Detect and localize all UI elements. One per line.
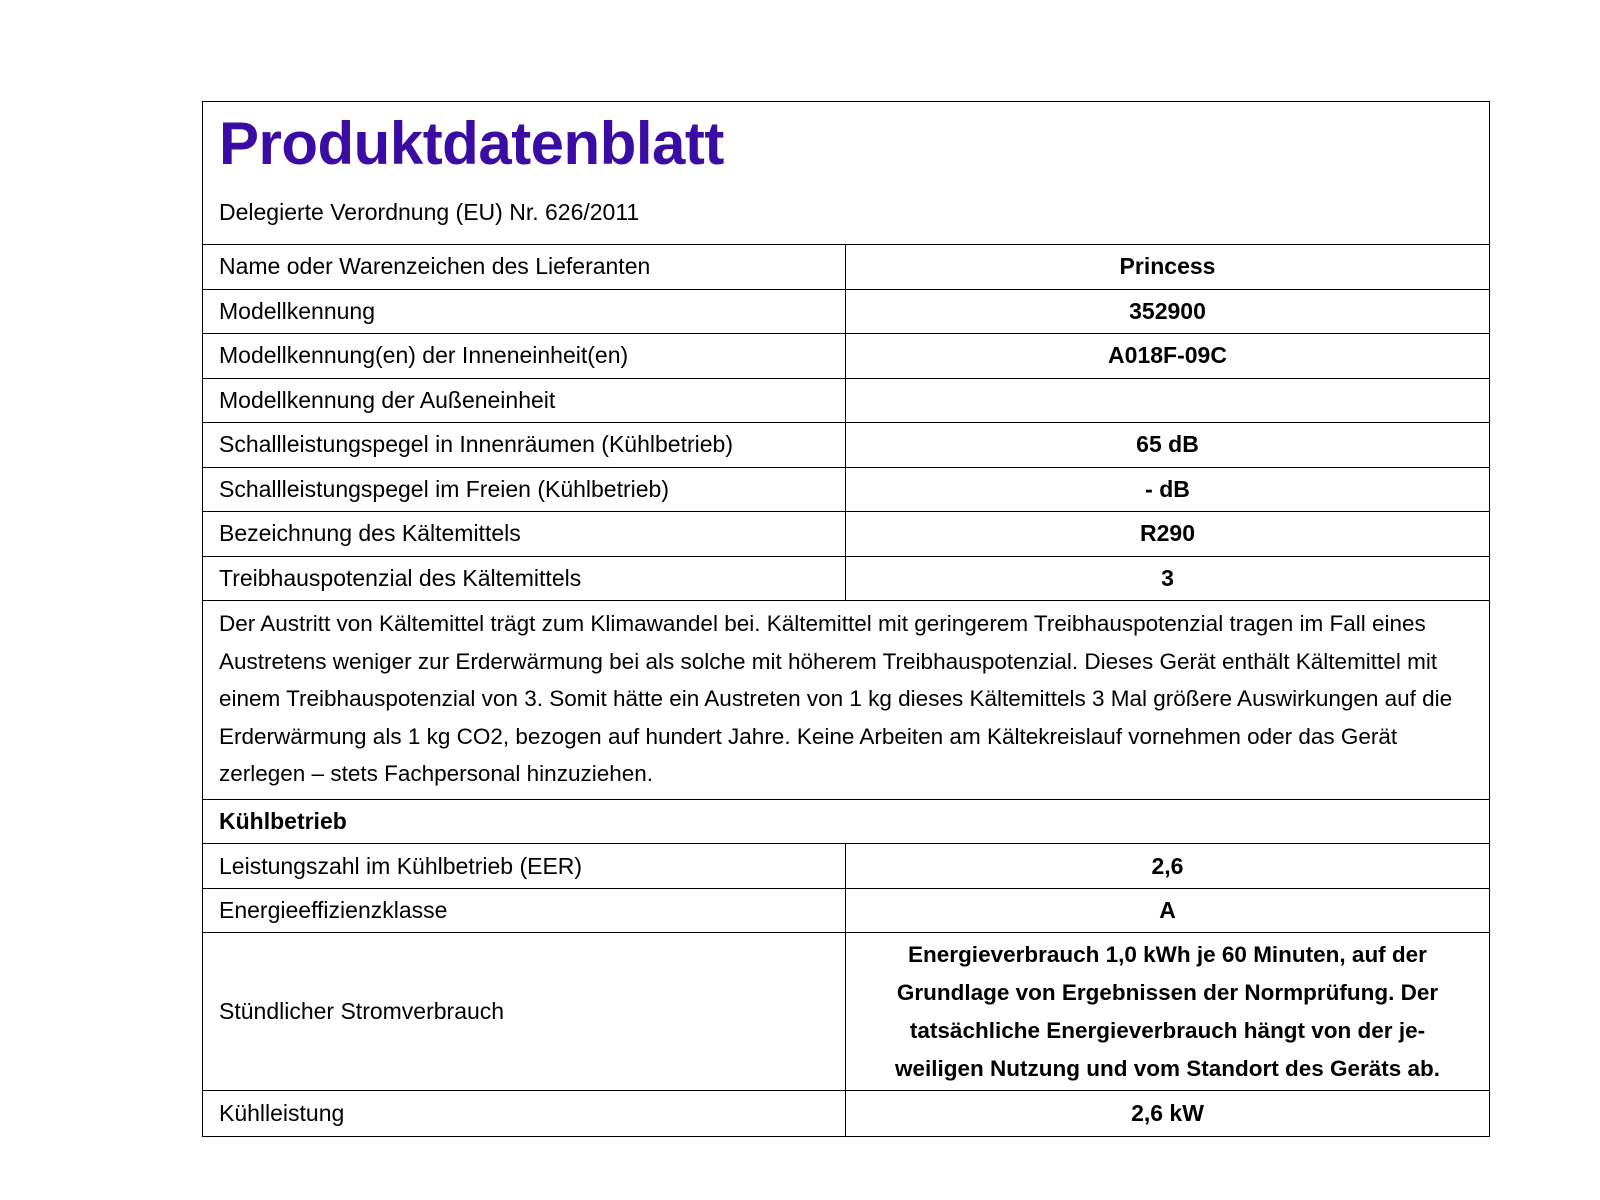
row-value: A018F-09C [1108,342,1227,369]
row-label: Modellkennung [203,290,846,334]
row-label: Stündlicher Stromverbrauch [203,933,846,1090]
row-value: 2,6 kW [1131,1100,1204,1127]
row-label: Modellkennung der Außeneinheit [203,379,846,423]
table-row-model-id [203,290,1489,335]
row-value: - dB [1145,475,1190,502]
row-label: Modellkennung(en) der Inneneinheit(en) [203,334,846,378]
row-value: A [1159,897,1176,924]
row-label: Kühlleistung [203,1091,846,1136]
row-label: Schallleistungspegel in Innenräumen (Kühlbetrieb) [203,423,846,467]
product-data-sheet [202,101,1490,1137]
row-value: 3 [1161,564,1174,591]
row-value: 2,6 [1151,852,1184,879]
table-row-outdoor-unit [203,379,1489,424]
table-row-cooling-capacity [203,1091,1489,1136]
section-heading-cooling: Kühlbetrieb [203,800,1489,845]
table-row-eer [203,844,1489,889]
table-row-power-consumption [203,933,1489,1091]
row-label: Treibhauspotenzial des Kältemittels [203,557,846,601]
row-value [846,379,1489,423]
row-label: Schallleistungspegel im Freien (Kühlbetrieb) [203,468,846,512]
page-title: Produktdatenblatt [219,110,724,177]
table-row-noise-indoor [203,423,1489,468]
row-label: Name oder Warenzeichen des Lieferanten [203,245,846,289]
sheet-header [203,102,1489,245]
row-label: Energieeffizienzklasse [203,889,846,933]
row-value: 352900 [1129,297,1206,324]
row-value: 65 dB [1136,431,1199,458]
row-value: Energieverbrauch 1,0 kWh je 60 Minuten, auf der Grundlage von Ergebnissen der Normprüfung. Der tatsächliche Energieverbrauch hängt von der jeweiligen Nutzung und vom Standort des Geräts ab. [894,941,1441,1081]
row-label: Bezeichnung des Kältemittels [203,512,846,556]
table-row-indoor-unit [203,334,1489,379]
table-row-energy-class [203,889,1489,934]
row-value: Princess [1119,253,1216,280]
refrigerant-notice: Der Austritt von Kältemittel trägt zum Klimawandel bei. Kältemittel mit geringerem Treibhauspotenzial tragen im Fall eines Austretens weniger zur Erderwärmung bei als solche mit höherem Treibhauspotenzial. Dieses Gerät enthält Kältemittel mit einem Treibhauspotenzial von 3. Somit hätte ein Austreten von 1 kg dieses Kältemittels 3 Mal größere Auswirkungen auf die Erderwärmung als 1 kg CO2, bezogen auf hundert Jahre. Keine Arbeiten am Kältekreislauf vornehmen oder das Gerät zerlegen – stets Fachpersonal hinzuziehen. [203,601,1489,800]
table-row-gwp [203,557,1489,602]
row-label: Leistungszahl im Kühlbetrieb (EER) [203,844,846,888]
row-value: R290 [1140,520,1195,547]
table-row-supplier [203,245,1489,290]
table-row-noise-outdoor [203,468,1489,513]
regulation-subtitle: Delegierte Verordnung (EU) Nr. 626/2011 [219,199,640,225]
table-row-refrigerant [203,512,1489,557]
